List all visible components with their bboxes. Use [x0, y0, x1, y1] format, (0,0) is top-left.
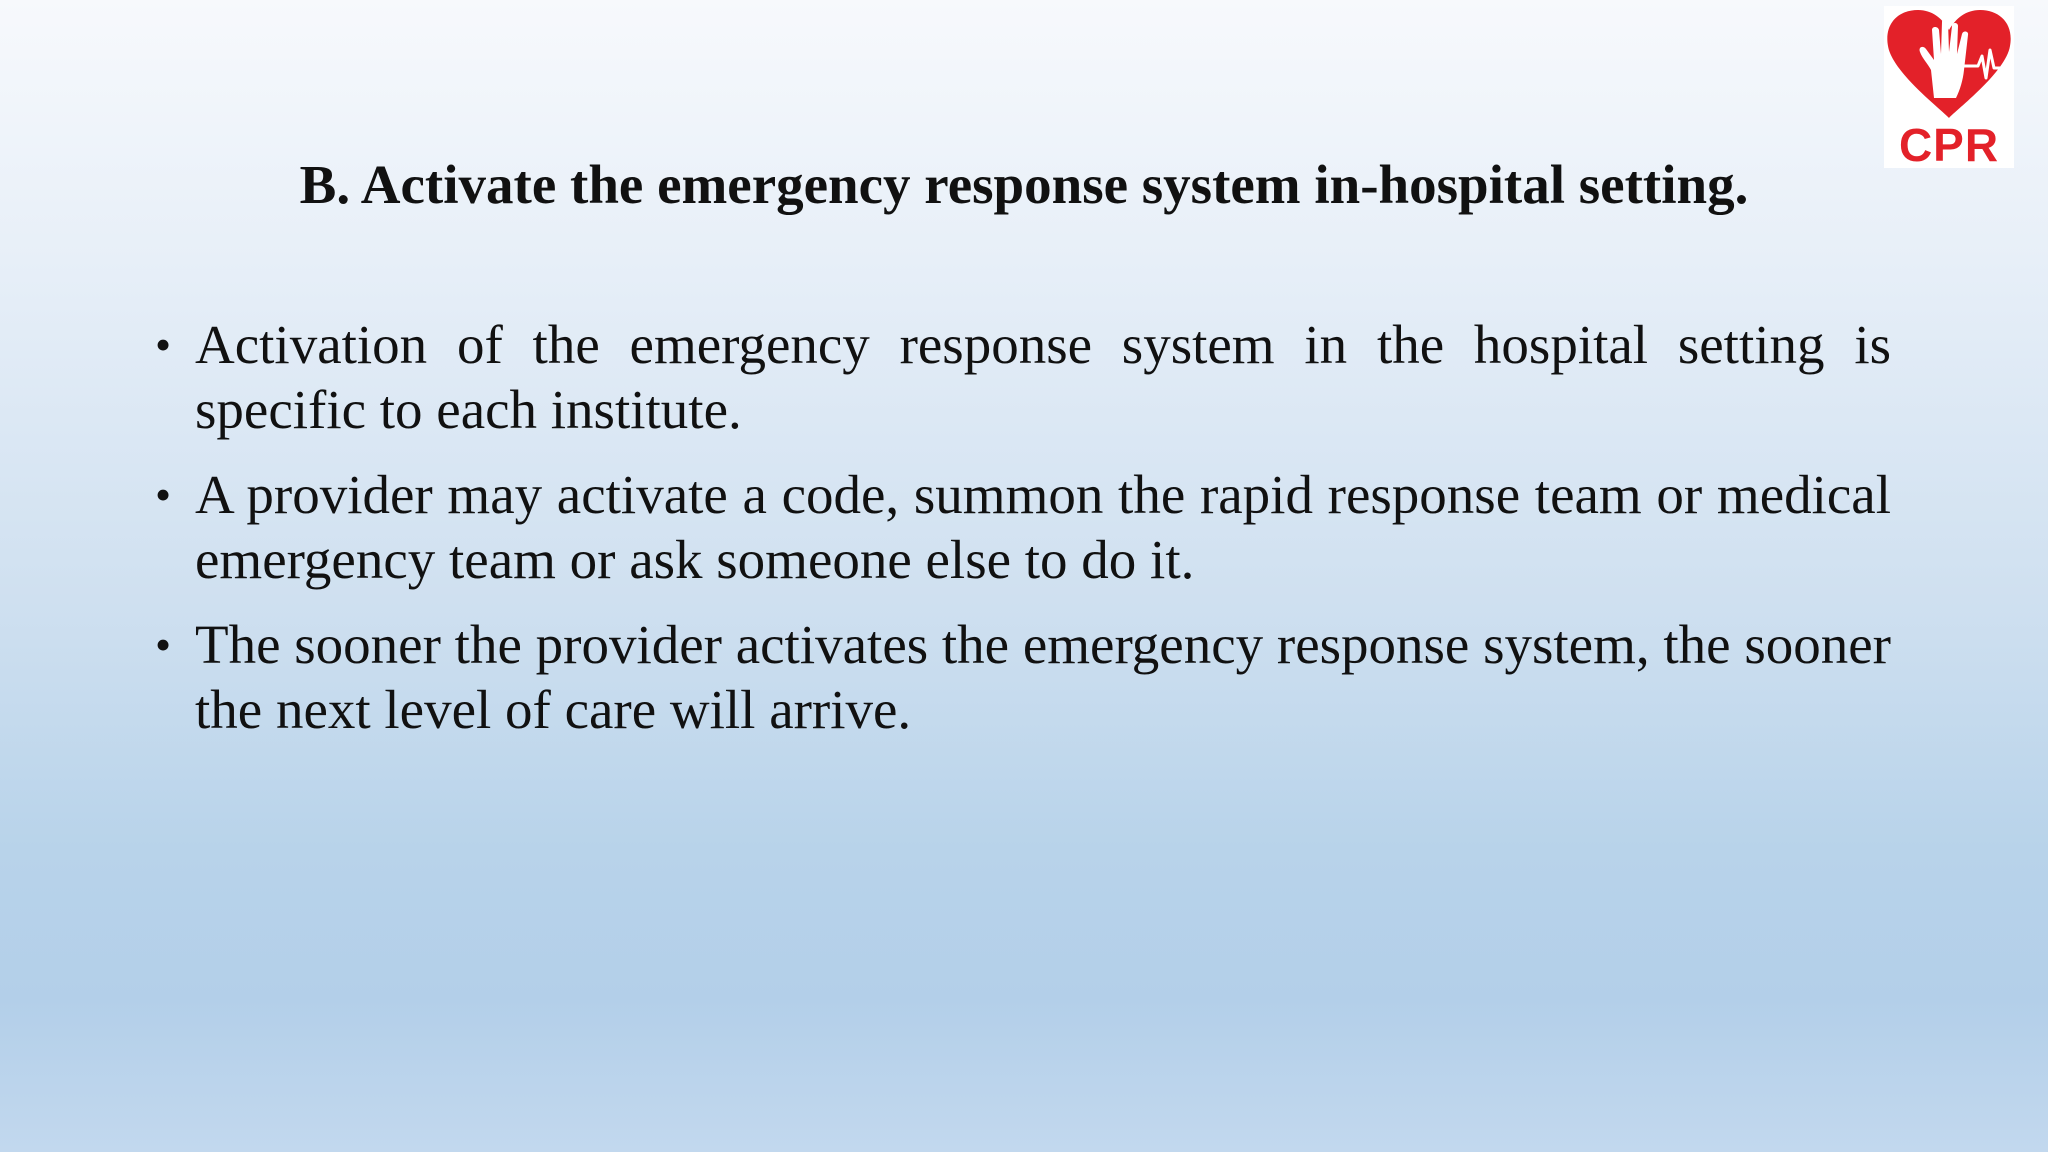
bullet-item [155, 312, 1891, 442]
bullet-list [155, 312, 1891, 762]
slide-title: B. Activate the emergency response system in-hospital setting. [299, 154, 1749, 215]
bullet-dot: • [155, 319, 172, 370]
bullet-item [155, 612, 1891, 742]
bullet-text: The sooner the provider activates the emergency response system, the sooner the next level of care will arrive. [195, 614, 1891, 740]
heart-hand-icon [1884, 6, 2014, 122]
bullet-text: Activation of the emergency response system in the hospital setting is specific to each institute. [195, 314, 1891, 440]
bullet-dot: • [155, 469, 172, 520]
logo-text: CPR [1898, 119, 2000, 171]
bullet-item [155, 462, 1891, 592]
bullet-dot: • [155, 619, 172, 670]
cpr-logo [1884, 6, 2014, 171]
bullet-text: A provider may activate a code, summon the rapid response team or medical emergency team or ask someone else to do it. [195, 464, 1891, 590]
